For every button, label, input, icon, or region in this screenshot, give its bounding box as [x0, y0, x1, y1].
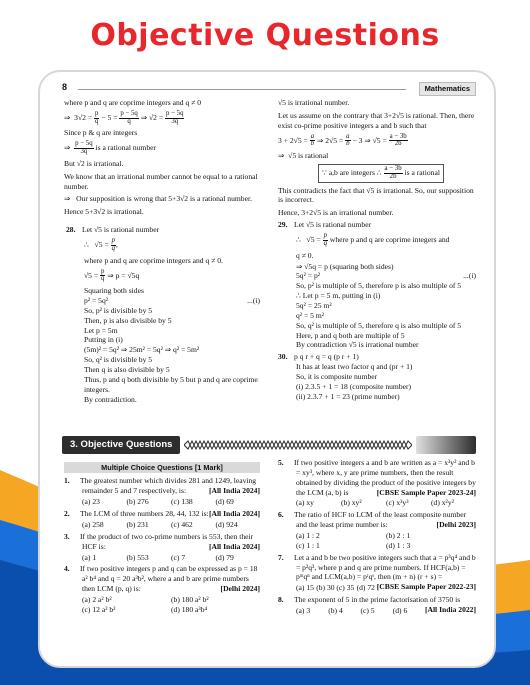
- options-row: [296, 498, 476, 508]
- mcq-question: [278, 458, 476, 508]
- mcq-question: [278, 510, 476, 550]
- option-a[interactable]: (a) 1 : 2: [296, 531, 320, 541]
- question-30: 30. p q r + q = q (p r + 1) It has at least two factor q and (pr + 1) So, it is composite number (i) 2.3.5 + 1 = 18 (composite number) (ii) 2.3.7 + 1 = 23 (prime number): [278, 352, 413, 401]
- option-a[interactable]: (a) 1: [82, 552, 97, 562]
- math-line: ∵ a,b are integers ∴ $\frac{a - 3b}{2b}$ is a rational: [278, 164, 476, 183]
- options-row: [82, 605, 260, 615]
- option-a[interactable]: (a) 15: [296, 583, 314, 593]
- text-line: ⇒ Our supposition is wrong that 5+3√2 is a rational number.: [64, 194, 252, 204]
- options-row: [296, 583, 377, 593]
- right-column: √5 is irrational number. Let us assume on the contrary that 3+2√5 is rational. Then, there exist co-prime positive integers a and b such that 3 + 2√5 = $\frac{a}{b}$ ⇒ 2√5 = $\frac{a}{b}$ − 3 ⇒ √5 = $\frac{a - 3b}{2b}$ ⇒ √5 is rational ∵ a,b are integers ∴ $\frac{a - 3b}{2b}$ is a rational This contradicts the fact that √5 is irrational. So, our supposition is incorrect. Hence, 3+2√5 is an irrational number. 29. Let √5 is rational number ∴ √5 = $\frac{p}{q}$ where p and q are coprime integers and q ≠ 0. ⇒ √5q = p (squaring both sides) 5q² = p² ...(i) So, p² is multiple of 5, therefore p is also multiple of 5 ∴ Let p = 5 m, putting in (i) 5q² = 25 m² q² = 5 m² So, q² is multiple of 5, therefore q is also multiple of 5 Here, p and q both are multiple of 5 By contradiction √5 is irrational number 30. p q r + q = q (p r + 1) It has at least two factor q and (pr + 1) So, it is composite number (i) 2.3.5 + 1 = 18 (composite number) (ii) 2.3.7 + 1 = 23 (prime number): [278, 98, 476, 401]
- option-c[interactable]: (c) 7: [171, 552, 186, 562]
- question-number: 5.: [278, 458, 284, 467]
- subject-label: Mathematics: [419, 82, 476, 96]
- question-text: If two positive integers a and b are written as a = x³y² and b = xy³, where x, y are prime numbers, then the result obtained by dividing the product of the positive integers by the LCM (a, b) is: [294, 458, 476, 497]
- option-c[interactable]: (c) 35: [336, 583, 355, 593]
- option-d[interactable]: (d) 69: [215, 497, 234, 507]
- options-row: [82, 553, 260, 563]
- text-line: Since p & q are integers: [64, 128, 138, 138]
- question-text: The greatest number which divides 281 and 1249, leaving remainder 5 and 7 respectively, is:: [80, 476, 257, 496]
- text-line: where p and q are coprime integers and q ≠ 0: [64, 98, 202, 107]
- options-row: [296, 531, 476, 541]
- mcq-list-right: [278, 458, 476, 616]
- math-line: ∴ √5 = $\frac{p}{q}$ ,: [84, 237, 118, 252]
- options-row: [82, 595, 260, 605]
- banner-title: Objective Questions: [90, 18, 440, 53]
- option-d[interactable]: (d) 924: [215, 519, 238, 529]
- exam-tag: [All India 2024]: [208, 541, 260, 551]
- zigzag-divider: [184, 440, 412, 450]
- option-a[interactable]: (a) 23: [82, 497, 100, 507]
- exam-tag: [CBSE Sample Paper 2023-24]: [376, 487, 476, 497]
- option-b[interactable]: (b) 180 a² b²: [171, 594, 209, 604]
- option-b[interactable]: (b) 2 : 1: [386, 531, 411, 541]
- mcq-question: [278, 595, 476, 616]
- option-d[interactable]: (d) x²y²: [431, 498, 454, 508]
- option-b[interactable]: (b) xy²: [341, 498, 362, 508]
- exam-tag: [Delhi 2024]: [220, 584, 260, 594]
- option-d[interactable]: (d) 1 : 3: [386, 540, 411, 550]
- exam-tag: [CBSE Sample Paper 2022-23]: [376, 582, 476, 592]
- exam-tag: [All India 2024]: [208, 509, 260, 519]
- mcq-left-column: [64, 462, 260, 617]
- mcq-heading: Multiple Choice Questions [1 Mark]: [64, 462, 260, 473]
- math-line: √5 = $\frac{p}{q}$ ⇒ p = √5q: [84, 267, 140, 283]
- option-b[interactable]: (b) 553: [126, 552, 149, 562]
- math-line: ∴ √5 = $\frac{p}{q}$ where p and q are coprime integers and: [296, 232, 450, 247]
- option-c[interactable]: (c) 462: [171, 519, 193, 529]
- section-bar-end: [416, 436, 476, 454]
- options-row: [82, 520, 260, 530]
- options-row: [296, 606, 425, 616]
- question-text: The ratio of HCF to LCM of the least composite number and the least prime number is:: [294, 510, 467, 530]
- option-d[interactable]: (d) 79: [215, 552, 234, 562]
- math-line: 3 + 2√5 = $\frac{a}{b}$ ⇒ 2√5 = $\frac{a}{b}$ − 3 ⇒ √5 = $\frac{a - 3b}{2b}$: [278, 132, 407, 148]
- option-b[interactable]: (b) 4: [328, 606, 343, 616]
- option-c[interactable]: (c) 1 : 1: [296, 540, 320, 550]
- section-header: [56, 436, 476, 454]
- question-number: 4.: [64, 564, 70, 574]
- question-text: If two positive integers p and q can be expressed as p = 18 a² b⁴ and q = 20 a³b², where a and b are prime numbers then LCM (p, q) is:: [80, 564, 258, 594]
- question-text: The LCM of three numbers 28, 44, 132 is:: [80, 509, 209, 519]
- question-number: 1.: [64, 476, 70, 486]
- mcq-question: [278, 553, 476, 593]
- option-c[interactable]: (c) x³y³: [386, 498, 409, 508]
- exam-tag: [All India 2022]: [424, 605, 476, 615]
- options-row: [296, 541, 476, 551]
- option-a[interactable]: (a) 3: [296, 606, 311, 616]
- option-c[interactable]: (c) 12 a² b²: [82, 604, 116, 614]
- options-row: [82, 497, 260, 507]
- mcq-list-left: [64, 476, 260, 614]
- option-b[interactable]: (b) 276: [126, 497, 149, 507]
- option-b[interactable]: (b) 231: [126, 519, 149, 529]
- left-column: [64, 98, 260, 407]
- option-c[interactable]: (c) 5: [360, 606, 375, 616]
- math-line: ⇒ $\frac{p - 5q}{3q}$ is a rational number: [64, 140, 157, 156]
- option-c[interactable]: (c) 138: [171, 497, 193, 507]
- text-line: We know that an irrational number cannot be equal to a rational number.: [64, 171, 258, 191]
- option-d[interactable]: (d) 72: [356, 583, 375, 593]
- text-line: Hence 5+3√2 is irrational.: [64, 207, 144, 217]
- question-number: 2.: [64, 509, 70, 519]
- question-text: If the product of two co-prime numbers is 553, then their HCF is:: [80, 531, 254, 551]
- mcq-question: [64, 532, 260, 563]
- math-line: ⇒ 3√2 = $\frac{p}{q}$ − 5 = $\frac{p - 5q}{q}$ ⇒ √2 = $\frac{p - 5q}{3q}$: [64, 109, 184, 125]
- exam-tag: [All India 2024]: [208, 486, 260, 496]
- question-number: 6.: [278, 510, 284, 520]
- page-number: 8: [62, 82, 68, 92]
- question-number: 8.: [278, 595, 284, 605]
- question-text: The exponent of 5 in the prime factorisation of 3750 is: [294, 595, 461, 605]
- section-title: 3. Objective Questions: [62, 436, 180, 454]
- option-a[interactable]: (a) 258: [82, 519, 104, 529]
- option-d[interactable]: (d) 6: [392, 606, 408, 616]
- exam-tag: [Delhi 2023]: [436, 520, 476, 530]
- mcq-question: [64, 476, 260, 507]
- option-a[interactable]: (a) xy: [296, 498, 314, 508]
- question-number: 3.: [64, 531, 70, 541]
- option-a[interactable]: (a) 2 a² b²: [82, 594, 112, 604]
- page-header: [56, 80, 476, 94]
- option-d[interactable]: (d) 180 a³b⁴: [171, 604, 208, 614]
- mcq-right-column: [278, 458, 476, 618]
- question-number: 7.: [278, 552, 284, 562]
- question-29: 29. Let √5 is rational number ∴ √5 = $\frac{p}{q}$ where p and q are coprime integers and q ≠ 0. ⇒ √5q = p (squaring both sides) 5q² = p² ...(i) So, p² is multiple of 5, therefore p is also multiple of 5 ∴ Let p = 5 m, putting in (i) 5q² = 25 m² q² = 5 m² So, q² is multiple of 5, therefore q is also multiple of 5 Here, p and q both are multiple of 5 By contradiction √5 is irrational number: [278, 220, 476, 350]
- question-text: Let a and b be two positive integers such that a = p³q⁴ and b = p²q³, where p and q are prime numbers. If HCF(a,b) = pᵐqⁿ and LCM(a,b) = pʳqˢ, then (m + n) (r + s) =: [294, 552, 476, 582]
- question-28: 28. Let √5 is rational number ∴ √5 = $\frac{p}{q}$ , where p and q are coprime integers and q ≠ 0. √5 = $\frac{p}{q}$ ⇒ p = √5q Squaring both sides p² = 5q² ...(i) So, p² is divisible by 5 Then, p is also divisible by 5 Let p = 5m Putting in (i) (5m)² = 5q² ⇒ 25m² = 5q² ⇒ q² = 5m² So, q² is divisible by 5 Then q is also divisible by 5 Thus, p and q both divisible by 5 but p and q are coprime integers. By contradiction.: [66, 225, 260, 404]
- mcq-question: [64, 564, 260, 614]
- option-b[interactable]: (b) 30: [316, 583, 335, 593]
- header-rule: [78, 89, 406, 90]
- mcq-question: [64, 509, 260, 530]
- text-line: But √2 is irrational.: [64, 158, 124, 168]
- math-line: ⇒ √5 is rational: [278, 151, 329, 161]
- question-number: 28.: [66, 225, 76, 235]
